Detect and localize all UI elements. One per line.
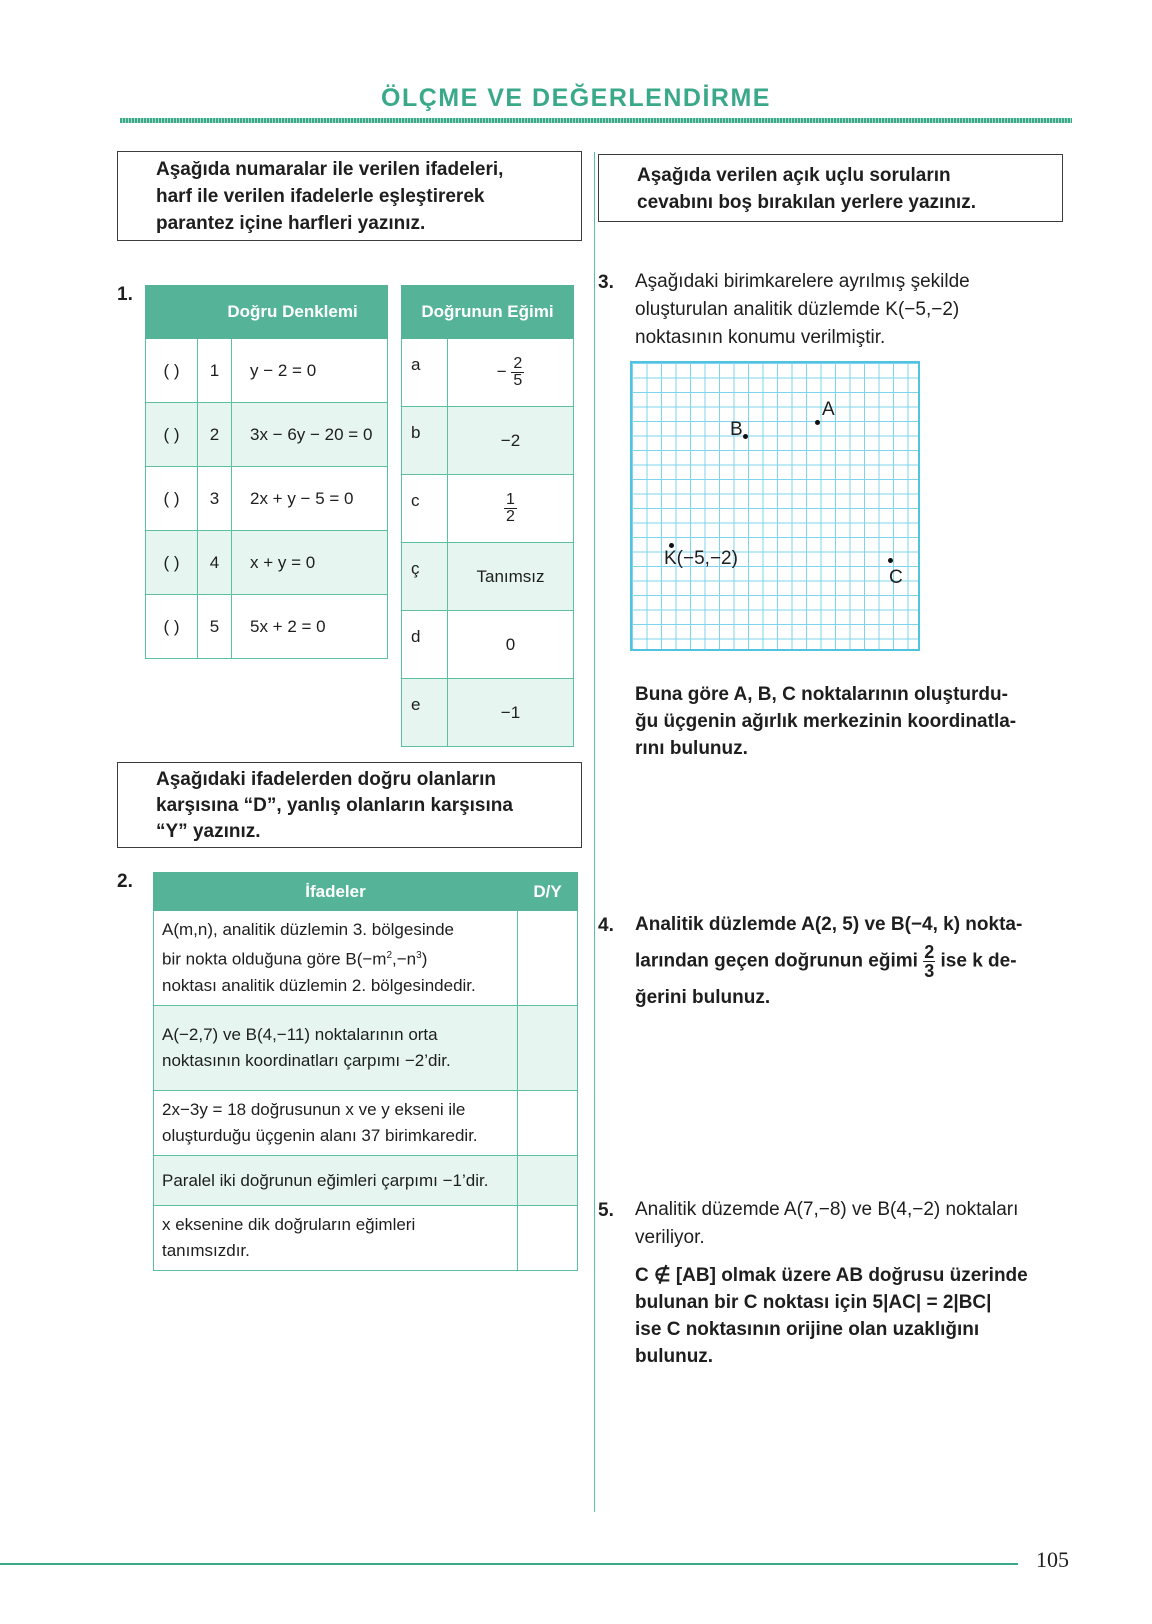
true-false-table — [153, 872, 578, 1271]
slope-value: −1 — [448, 679, 574, 747]
equation-number: 4 — [198, 531, 232, 595]
statement-row — [154, 911, 578, 1006]
question-line: Aşağıdaki birimkarelere ayrılmış şekilde — [635, 271, 970, 292]
question-number-1: 1. — [117, 284, 133, 305]
instruction-line: karşısına “D”, yanlış olanların karşısına — [156, 795, 513, 816]
statement-text — [154, 1205, 518, 1270]
statement-line: A(−2,7) ve B(4,−11) noktalarının orta — [162, 1024, 438, 1044]
equation-row — [146, 531, 388, 595]
statement-line: noktasının koordinatları çarpımı −2’dir. — [162, 1050, 451, 1070]
equation-row — [146, 595, 388, 659]
fraction-denominator: 5 — [513, 372, 523, 389]
statement-row — [154, 1205, 578, 1270]
fraction-numerator: 2 — [924, 942, 935, 962]
slope-letter: c — [402, 475, 448, 543]
answer-blank[interactable]: ( ) — [146, 531, 198, 595]
question-3-prompt — [635, 681, 1065, 762]
question-3-text — [635, 268, 1065, 352]
instruction-line: cevabını boş bırakılan yerlere yazınız. — [637, 192, 976, 213]
statement-row — [154, 1090, 578, 1155]
slope-letter: b — [402, 407, 448, 475]
question-5-prompt — [635, 1262, 1080, 1370]
equation-text: 5x + 2 = 0 — [232, 595, 388, 659]
equation-text: 3x − 6y − 20 = 0 — [232, 403, 388, 467]
question-line — [635, 943, 1075, 980]
slope-row — [402, 611, 574, 679]
point-c — [888, 558, 893, 563]
instruction-box-matching — [117, 151, 582, 241]
question-number-2: 2. — [117, 871, 133, 892]
statement-text — [154, 1155, 518, 1205]
statement-row — [154, 1005, 578, 1090]
answer-cell[interactable] — [518, 1205, 578, 1270]
statement-line: Paralel iki doğrunun eğimleri çarpımı −1’dir. — [162, 1170, 489, 1190]
fraction-denominator: 3 — [924, 961, 935, 981]
header-blank — [146, 286, 198, 339]
statement-text — [154, 911, 518, 1006]
column-divider — [594, 152, 595, 1512]
equation-row — [146, 403, 388, 467]
slope-value — [448, 339, 574, 407]
answer-cell[interactable] — [518, 1005, 578, 1090]
instruction-line: parantez içine harfleri yazınız. — [156, 213, 426, 234]
point-a — [815, 420, 820, 425]
question-line: veriliyor. — [635, 1227, 705, 1248]
question-line: Buna göre A, B, C noktalarının oluşturdu- — [635, 684, 1008, 705]
slope-table — [401, 285, 574, 747]
question-line: oluşturulan analitik düzlemde K(−5,−2) — [635, 299, 960, 320]
question-line: ğerini bulunuz. — [635, 987, 771, 1008]
question-5-text — [635, 1196, 1080, 1252]
question-number-4: 4. — [598, 915, 614, 936]
slope-value — [448, 475, 574, 543]
slope-row — [402, 475, 574, 543]
slope-row — [402, 339, 574, 407]
answer-cell[interactable] — [518, 1090, 578, 1155]
question-line-part: larından geçen doğrunun eğimi — [635, 950, 918, 972]
point-b — [743, 434, 748, 439]
question-line: Analitik düzlemde A(2, 5) ve B(−4, k) nokta- — [635, 914, 1023, 935]
minus-sign: − — [496, 361, 507, 381]
equation-number: 1 — [198, 339, 232, 403]
question-number-3: 3. — [598, 272, 614, 293]
equation-text: x + y = 0 — [232, 531, 388, 595]
question-line-part: ise k de- — [940, 950, 1017, 972]
page-number: 105 — [1036, 1547, 1069, 1572]
question-4-text — [635, 911, 1075, 1012]
instruction-box-true-false — [117, 762, 582, 848]
slope-row — [402, 679, 574, 747]
fraction — [511, 356, 524, 389]
coordinate-grid — [630, 361, 920, 651]
instruction-line: “Y” yazınız. — [156, 821, 261, 842]
answer-blank[interactable]: ( ) — [146, 403, 198, 467]
footer-rule — [0, 1563, 1018, 1565]
slope-letter: ç — [402, 543, 448, 611]
equation-table — [145, 285, 388, 659]
question-line: C ∉ [AB] olmak üzere AB doğrusu üzerinde — [635, 1265, 1028, 1286]
question-line: bulunuz. — [635, 1346, 714, 1367]
statement-line: 2x−3y = 18 doğrusunun x ve y ekseni ile — [162, 1099, 466, 1119]
question-line: ise C noktasının orijine olan uzaklığını — [635, 1319, 980, 1340]
question-line: ğu üçgenin ağırlık merkezinin koordinatla- — [635, 711, 1017, 732]
answer-blank[interactable]: ( ) — [146, 595, 198, 659]
label-c: C — [889, 567, 903, 588]
slope-column-header: Doğrunun Eğimi — [402, 286, 574, 339]
slope-value: Tanımsız — [448, 543, 574, 611]
fraction — [504, 492, 517, 525]
answer-blank[interactable]: ( ) — [146, 467, 198, 531]
equation-row — [146, 339, 388, 403]
answer-cell[interactable] — [518, 911, 578, 1006]
slope-letter: d — [402, 611, 448, 679]
statement-line: oluşturduğu üçgenin alanı 37 birimkaredir. — [162, 1125, 478, 1145]
question-line: rını bulunuz. — [635, 738, 748, 759]
instruction-line: Aşağıda numaralar ile verilen ifadeleri, — [156, 159, 504, 180]
fraction-denominator: 2 — [506, 508, 515, 525]
slope-value: −2 — [448, 407, 574, 475]
statement-line: bir nokta olduğuna göre $B(-m^2,-n^3)$ — [162, 949, 428, 969]
question-number-5: 5. — [598, 1200, 614, 1221]
statement-text — [154, 1090, 518, 1155]
statement-text — [154, 1005, 518, 1090]
statements-header: İfadeler — [154, 873, 518, 911]
answer-cell[interactable] — [518, 1155, 578, 1205]
instruction-line: Aşağıdaki ifadelerden doğru olanların — [156, 769, 496, 790]
equation-number: 2 — [198, 403, 232, 467]
equation-column-header: Doğru Denklemi — [198, 286, 388, 339]
dy-header: D/Y — [518, 873, 578, 911]
equation-number: 5 — [198, 595, 232, 659]
fraction-numerator: 1 — [506, 491, 515, 508]
slope-value: 0 — [448, 611, 574, 679]
equation-row — [146, 467, 388, 531]
statement-line: A(m,n), analitik düzlemin 3. bölgesinde — [162, 920, 454, 939]
equation-text: y − 2 = 0 — [232, 339, 388, 403]
label-b: B — [730, 419, 743, 440]
instruction-line: Aşağıda verilen açık uçlu soruların — [637, 165, 951, 186]
instruction-line: harf ile verilen ifadelerle eşleştirerek — [156, 186, 485, 207]
answer-blank[interactable]: ( ) — [146, 339, 198, 403]
statement-line: tanımsızdır. — [162, 1240, 250, 1260]
title-underline — [120, 118, 1072, 123]
page-title: ÖLÇME VE DEĞERLENDİRME — [381, 84, 771, 112]
label-a: A — [822, 399, 835, 420]
slope-letter: a — [402, 339, 448, 407]
statement-line: noktası analitik düzlemin 2. bölgesindedir. — [162, 975, 476, 995]
label-k: K(−5,−2) — [664, 548, 738, 569]
equation-number: 3 — [198, 467, 232, 531]
instruction-box-open-ended — [598, 154, 1063, 222]
fraction-numerator: 2 — [513, 355, 523, 372]
equation-text: 2x + y − 5 = 0 — [232, 467, 388, 531]
slope-row — [402, 407, 574, 475]
question-line: noktasının konumu verilmiştir. — [635, 327, 886, 348]
slope-row — [402, 543, 574, 611]
question-line: bulunan bir C noktası için 5|AC| = 2|BC| — [635, 1292, 992, 1313]
slope-letter: e — [402, 679, 448, 747]
statement-row — [154, 1155, 578, 1205]
statement-line: x eksenine dik doğruların eğimleri — [162, 1214, 416, 1234]
slope-fraction — [923, 943, 935, 980]
question-line: Analitik düzemde A(7,−8) ve B(4,−2) noktaları — [635, 1199, 1019, 1220]
